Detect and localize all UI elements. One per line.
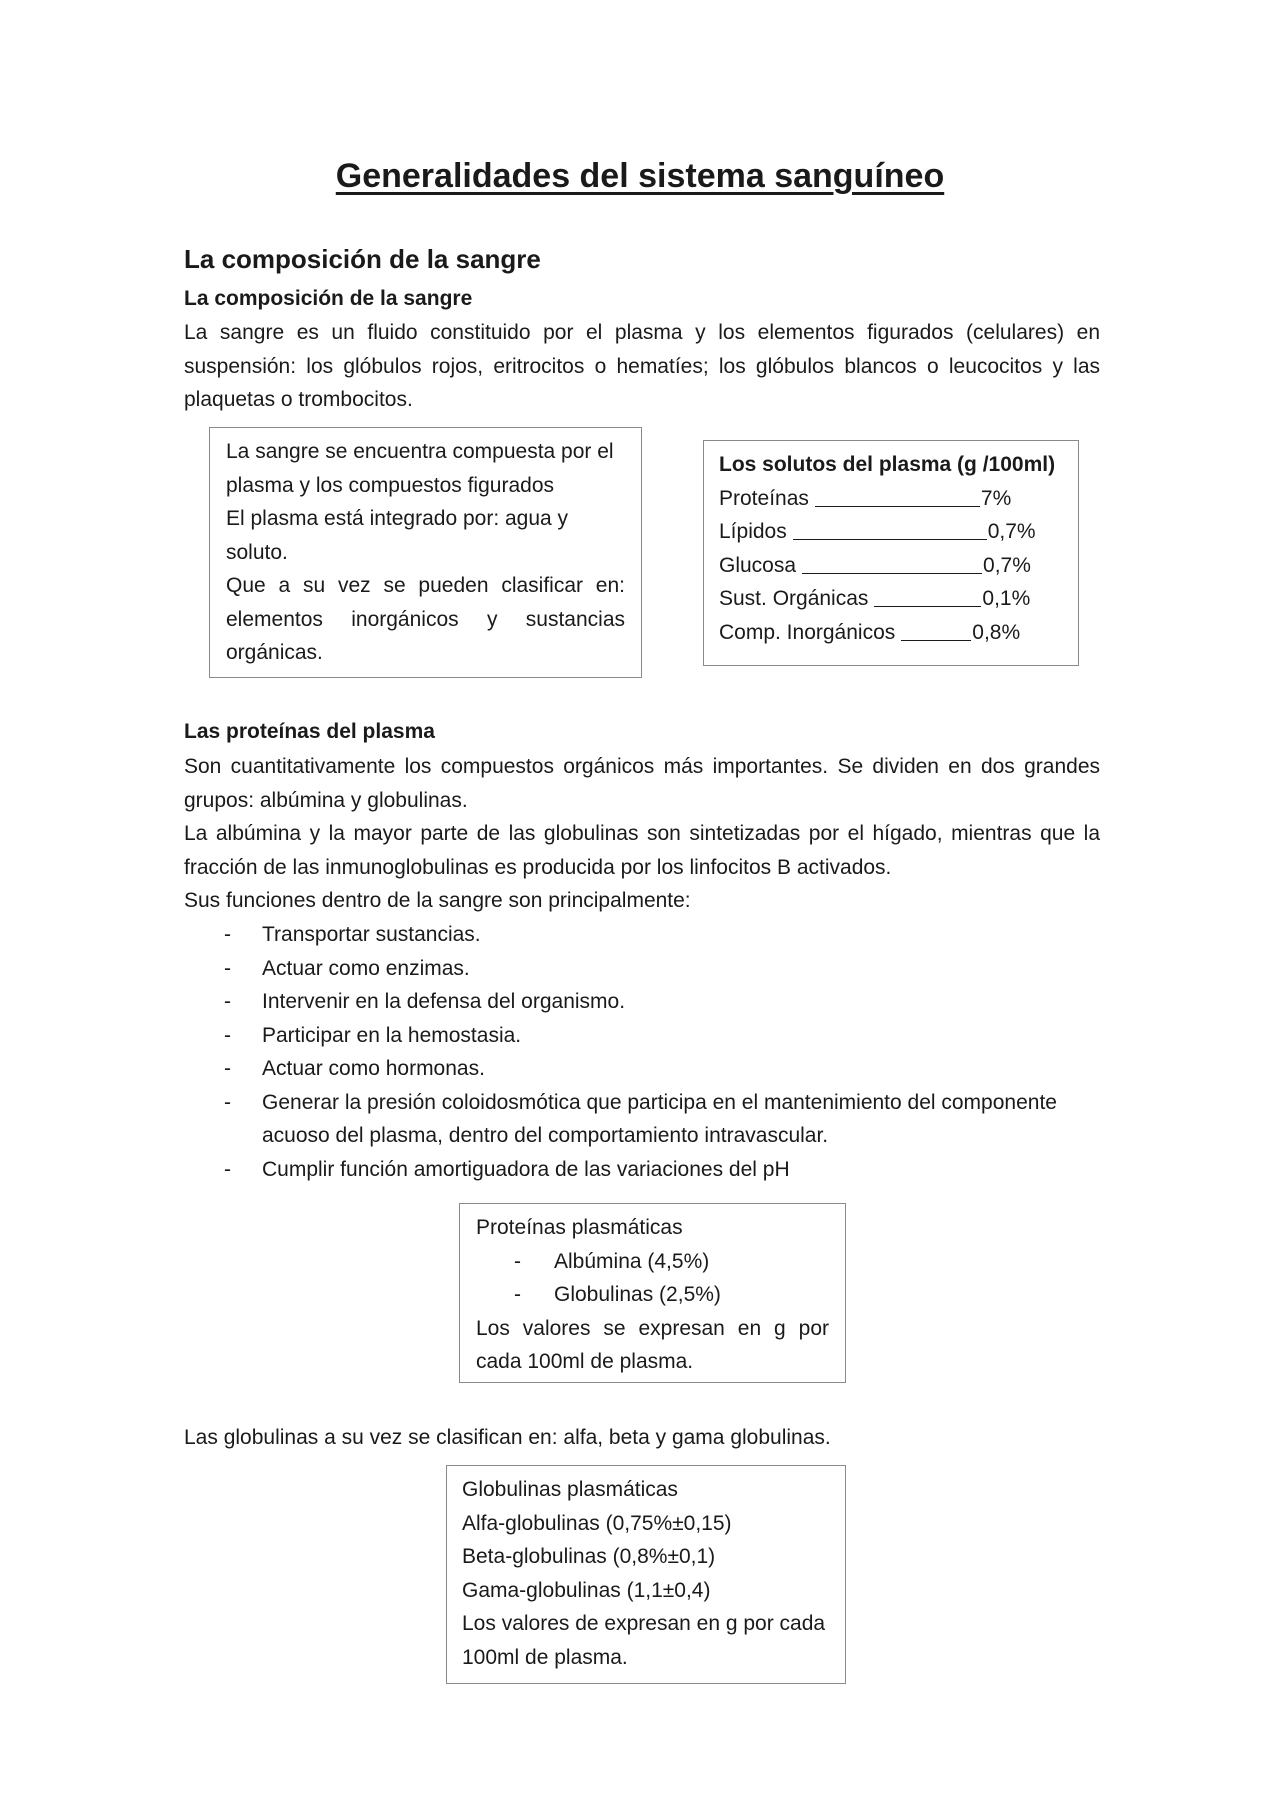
solute-label: Sust. Orgánicas xyxy=(719,587,869,610)
globulin-item: Beta-globulinas (0,8%±0,1) xyxy=(462,1545,716,1568)
solute-row xyxy=(719,515,1064,549)
proteins-box-title: Proteínas plasmáticas xyxy=(476,1216,683,1239)
list-item: - Albúmina (4,5%) xyxy=(476,1245,829,1279)
globulins-box-note: Los valores de expresan en g por cada 100ml de plasma. xyxy=(462,1612,826,1669)
solute-row xyxy=(719,582,1064,616)
list-item: - Transportar sustancias. xyxy=(184,918,1100,952)
solute-label: Glucosa xyxy=(719,553,797,577)
solute-value: 0,1% xyxy=(982,587,1031,610)
solutes-box-title: Los solutos del plasma (g /100ml) xyxy=(719,453,1056,476)
paragraph-proteins-3: Sus funciones dentro de la sangre son principalmente: xyxy=(184,889,691,912)
globulins-box xyxy=(446,1465,846,1684)
solutes-box xyxy=(703,440,1079,666)
solute-value: 0,7% xyxy=(983,553,1031,577)
list-item: - Globulinas (2,5%) xyxy=(476,1278,829,1312)
globulin-item: Gama-globulinas (1,1±0,4) xyxy=(462,1578,711,1602)
composition-box-line2: El plasma está integrado por: agua y soluto. xyxy=(226,507,569,564)
proteins-box xyxy=(459,1203,846,1383)
leader-line xyxy=(901,616,971,641)
solute-value: 7% xyxy=(980,486,1012,510)
paragraph-proteins-1: Son cuantitativamente los compuestos orgánicos más importantes. Se dividen en dos grandes grupos: albúmina y globulinas. xyxy=(184,755,1100,812)
leader-line xyxy=(874,582,981,607)
solute-value: 0,7% xyxy=(987,520,1036,543)
solute-label: Comp. Inorgánicos xyxy=(719,620,896,644)
composition-box xyxy=(209,427,642,678)
subheading-composition: La composición de la sangre xyxy=(184,287,473,310)
composition-box-line1: La sangre se encuentra compuesta por el plasma y los compuestos figurados xyxy=(226,440,614,497)
leader-line xyxy=(793,515,987,540)
paragraph-proteins-2: La albúmina y la mayor parte de las globulinas son sintetizadas por el hígado, mientras que la fracción de las inmunoglobulinas es producida por los linfocitos B activados. xyxy=(184,822,1100,879)
list-item: - Actuar como enzimas. xyxy=(184,952,1100,986)
list-item: - Generar la presión coloidosmótica que participa en el mantenimiento del componente acuoso del plasma, dentro del comportamiento intravascular. xyxy=(184,1086,1100,1153)
section-heading-composition: La composición de la sangre xyxy=(184,244,541,274)
functions-list xyxy=(184,918,1100,1186)
list-item: - Intervenir en la defensa del organismo. xyxy=(184,985,1100,1019)
page-title: Generalidades del sistema sanguíneo xyxy=(335,157,945,195)
list-item: - Participar en la hemostasia. xyxy=(184,1019,1100,1053)
section-heading-proteins: Las proteínas del plasma xyxy=(184,720,435,743)
list-item: - Cumplir función amortiguadora de las variaciones del pH xyxy=(184,1153,1100,1187)
solute-row xyxy=(719,616,1064,650)
leader-line xyxy=(802,549,982,574)
composition-box-line3: Que a su vez se pueden clasificar en: elementos inorgánicos y sustancias orgánicas. xyxy=(226,574,625,664)
solute-label: Lípidos xyxy=(719,520,787,543)
leader-line xyxy=(815,482,980,507)
solute-label: Proteínas xyxy=(719,486,809,510)
globulins-sentence: Las globulinas a su vez se clasifican en: alfa, beta y gama globulinas. xyxy=(184,1426,831,1449)
proteins-box-note: Los valores se expresan en g por cada 100ml de plasma. xyxy=(476,1316,829,1373)
solute-row xyxy=(719,482,1064,516)
list-item: - Actuar como hormonas. xyxy=(184,1052,1100,1086)
globulins-box-title: Globulinas plasmáticas xyxy=(462,1478,678,1501)
globulin-item: Alfa-globulinas (0,75%±0,15) xyxy=(462,1511,732,1535)
paragraph-composition: La sangre es un fluido constituido por el plasma y los elementos figurados (celulares) en suspensión: los glóbulos rojos, eritrocitos o hematíes; los glóbulos blancos o leucocitos y las plaquetas o trombocitos. xyxy=(184,321,1100,411)
solute-row xyxy=(719,549,1064,583)
solute-value: 0,8% xyxy=(972,620,1021,644)
